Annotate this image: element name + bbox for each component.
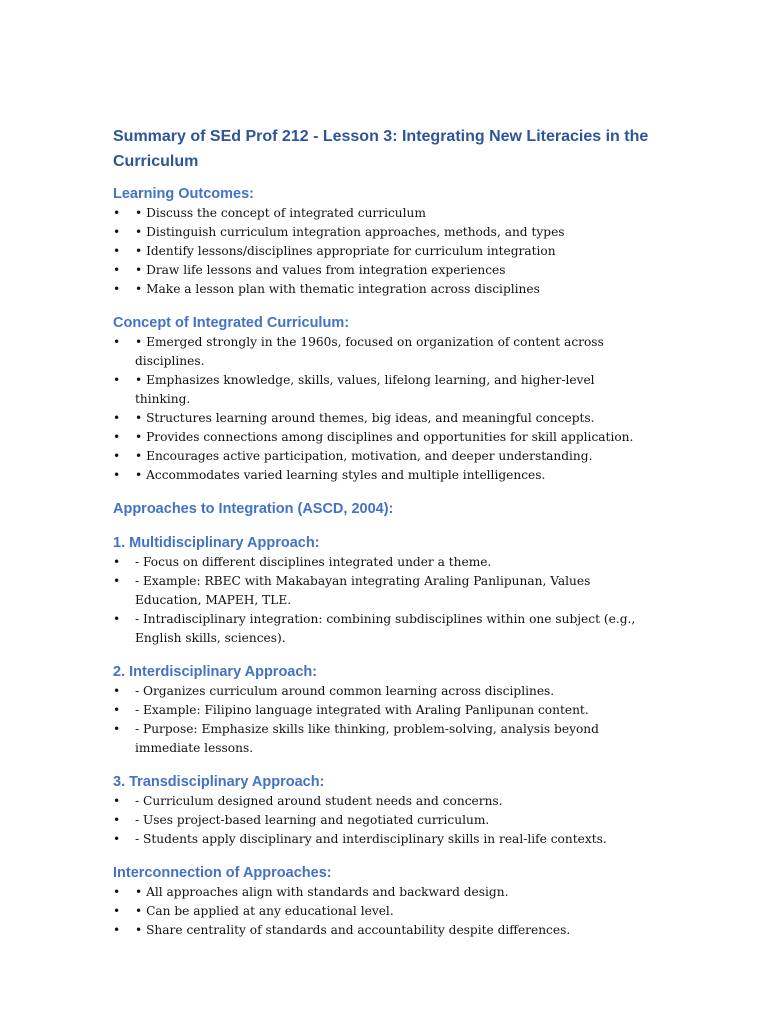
list-item [113,572,653,610]
list-item-text: - Example: Filipino language integrated with Araling Panlipunan content. [135,703,589,717]
list-item [113,792,653,811]
approaches-heading: Approaches to Integration (ASCD, 2004): [113,501,394,517]
list-item [113,701,653,720]
list-item-text: - Intradisciplinary integration: combining subdisciplines within one subject (e.g., English skills, sciences). [135,612,636,645]
bullet-icon: • [113,206,121,220]
bullet-icon: • [113,923,121,937]
list-item-text: • Encourages active participation, motivation, and deeper understanding. [135,449,593,463]
list-item [113,610,653,648]
list-item-text: • Emphasizes knowledge, skills, values, lifelong learning, and higher-level thinking. [135,373,595,406]
list-item-text: • Provides connections among disciplines and opportunities for skill application. [135,430,634,444]
bullet-icon: • [113,813,121,827]
bullet-icon: • [113,449,121,463]
list-item [113,883,653,902]
bullet-icon: • [113,574,121,588]
list-item [113,280,653,299]
bullet-icon: • [113,885,121,899]
bullet-icon: • [113,244,121,258]
list-item [113,553,653,572]
list-item [113,409,653,428]
list-item-text: • Distinguish curriculum integration approaches, methods, and types [135,225,565,239]
bullet-icon: • [113,335,121,349]
list-item [113,223,653,242]
list-item [113,682,653,701]
list-item-text: • Accommodates varied learning styles and multiple intelligences. [135,468,546,482]
bullet-icon: • [113,373,121,387]
interdisciplinary-heading: 2. Interdisciplinary Approach: [113,664,318,680]
list-item-text: • Structures learning around themes, big ideas, and meaningful concepts. [135,411,595,425]
list-item [113,204,653,223]
list-item-text: - Students apply disciplinary and interdisciplinary skills in real-life contexts. [135,832,607,846]
list-item [113,333,653,371]
bullet-icon: • [113,430,121,444]
list-item [113,447,653,466]
bullet-icon: • [113,555,121,569]
interconnection-heading: Interconnection of Approaches: [113,865,332,881]
list-item-text: - Uses project-based learning and negotiated curriculum. [135,813,490,827]
list-item [113,902,653,921]
bullet-icon: • [113,411,121,425]
bullet-icon: • [113,722,121,736]
list-item [113,720,653,758]
list-item-text: • Make a lesson plan with thematic integration across disciplines [135,282,540,296]
multidisciplinary-list [113,553,653,648]
list-item-text: - Example: RBEC with Makabayan integrating Araling Panlipunan, Values Education, MAPEH, TLE. [135,574,591,607]
bullet-icon: • [113,904,121,918]
list-item [113,428,653,447]
list-item-text: - Purpose: Emphasize skills like thinking, problem-solving, analysis beyond immediate lessons. [135,722,599,755]
transdisciplinary-heading: 3. Transdisciplinary Approach: [113,774,325,790]
list-item-text: • Draw life lessons and values from integration experiences [135,263,506,277]
list-item [113,830,653,849]
list-item [113,921,653,940]
list-item-text: - Curriculum designed around student needs and concerns. [135,794,503,808]
list-item-text: • Discuss the concept of integrated curriculum [135,206,426,220]
list-item [113,261,653,280]
bullet-icon: • [113,794,121,808]
document-content [113,124,653,940]
bullet-icon: • [113,282,121,296]
list-item-text: • All approaches align with standards and backward design. [135,885,509,899]
bullet-icon: • [113,225,121,239]
list-item [113,242,653,261]
bullet-icon: • [113,263,121,277]
list-item [113,371,653,409]
document-title: Summary of SEd Prof 212 - Lesson 3: Integrating New Literacies in the Curriculum [113,128,649,170]
transdisciplinary-list [113,792,653,849]
bullet-icon: • [113,684,121,698]
list-item [113,466,653,485]
bullet-icon: • [113,703,121,717]
list-item [113,811,653,830]
interconnection-list [113,883,653,940]
list-item-text: • Share centrality of standards and accountability despite differences. [135,923,571,937]
list-item-text: • Identify lessons/disciplines appropriate for curriculum integration [135,244,556,258]
learning-outcomes-list [113,204,653,299]
list-item-text: - Organizes curriculum around common learning across disciplines. [135,684,555,698]
concept-list [113,333,653,485]
bullet-icon: • [113,468,121,482]
concept-heading: Concept of Integrated Curriculum: [113,315,350,331]
multidisciplinary-heading: 1. Multidisciplinary Approach: [113,535,320,551]
interdisciplinary-list [113,682,653,758]
list-item-text: • Emerged strongly in the 1960s, focused on organization of content across disciplines. [135,335,604,368]
list-item-text: • Can be applied at any educational level. [135,904,394,918]
learning-outcomes-heading: Learning Outcomes: [113,186,254,202]
bullet-icon: • [113,832,121,846]
bullet-icon: • [113,612,121,626]
list-item-text: - Focus on different disciplines integrated under a theme. [135,555,492,569]
